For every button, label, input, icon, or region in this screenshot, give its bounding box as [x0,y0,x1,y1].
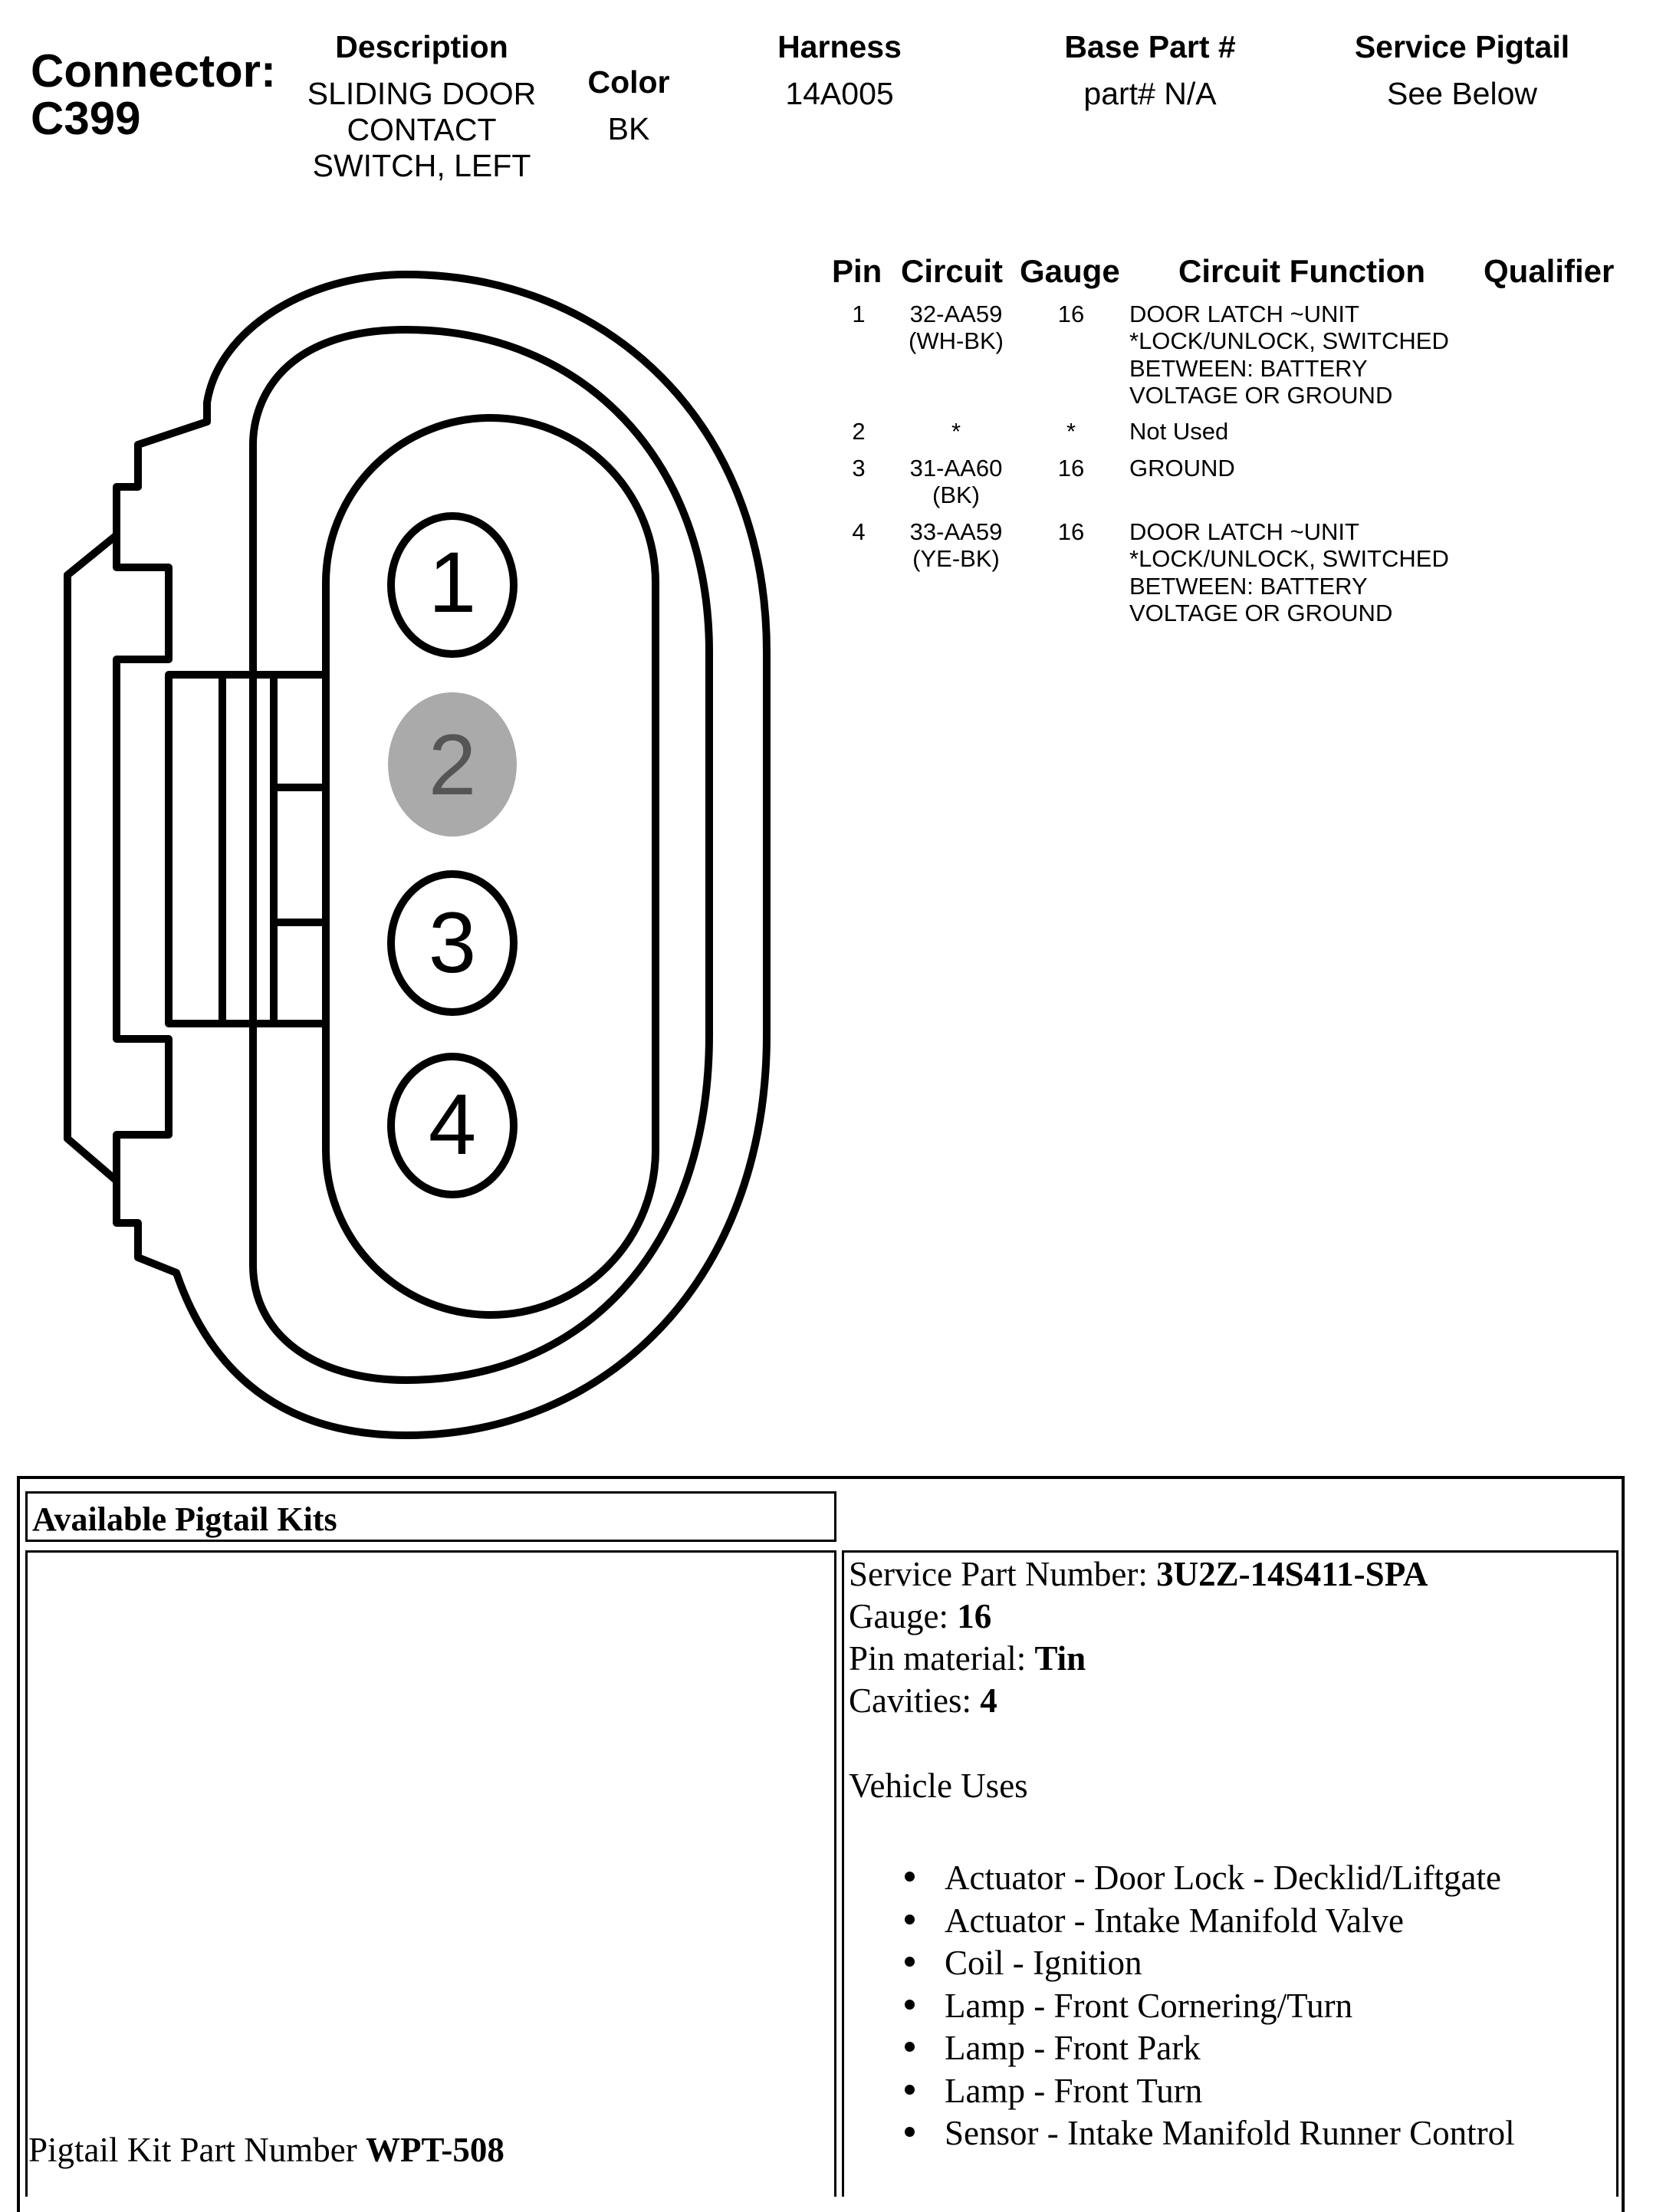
list-item [905,1858,1515,1901]
bullet-icon [905,2000,915,2010]
service-pigtail-label: Service Pigtail [1354,29,1570,64]
pin-material-value: Tin [1034,1639,1086,1678]
service-part-label: Service Part Number: [849,1555,1157,1593]
cavities-value: 4 [980,1681,997,1720]
pin-3-label: 3 [428,895,477,991]
latch-bars [169,675,326,1024]
pin-number: 3 [852,455,866,482]
circuit-line: (YE-BK) [912,545,1000,573]
pin-number: 1 [852,301,866,327]
base-part-value: part# N/A [1083,76,1217,112]
base-part-column [997,29,1303,112]
pin-number: 4 [852,518,866,545]
vehicle-use-text: Actuator - Intake Manifold Valve [945,1901,1404,1940]
gauge-label: Gauge: [849,1597,958,1635]
list-item [905,2028,1515,2071]
qualifier-header: Qualifier [1484,253,1615,289]
function-line: Not Used [1129,418,1229,445]
function-line: BETWEEN: BATTERY [1129,354,1368,382]
list-item [905,2113,1515,2156]
description-column [268,29,575,185]
gauge-header: Gauge [1020,253,1120,289]
pin-4-label: 4 [428,1076,477,1172]
circuit-header: Circuit [901,253,1004,289]
list-item [905,2071,1515,2114]
circuit-line: (BK) [932,482,980,509]
harness-column [725,29,955,112]
function-line: BETWEEN: BATTERY [1129,572,1368,600]
vehicle-use-text: Coil - Ignition [945,1944,1142,1982]
function-line: VOLTAGE OR GROUND [1129,599,1393,626]
circuit-line: 32-AA59 [909,301,1003,327]
pin-1-label: 1 [428,534,477,630]
description-line: SLIDING DOOR [307,76,537,112]
circuit-function-header: Circuit Function [1178,253,1425,289]
color-column [552,64,705,147]
pin-header: Pin [832,253,882,289]
bullet-icon [905,1957,915,1967]
pin-material [849,1639,1086,1678]
pin-material-label: Pin material: [849,1639,1035,1678]
bullet-icon [905,1915,915,1924]
circuit-cell [899,518,1014,573]
latch-notch-outline [117,535,169,1181]
circuit-cell [899,301,1014,355]
pigtail-kit-part-number [28,2130,504,2170]
function-cell [1129,301,1449,409]
available-pigtail-kits-heading: Available Pigtail Kits [25,1491,836,1542]
service-part-value: 3U2Z-14S411-SPA [1156,1555,1428,1593]
connector-label: Connector: [31,45,276,97]
circuit-line: * [951,418,961,445]
circuit-line: 31-AA60 [909,455,1003,482]
color-value: BK [607,111,650,147]
description-line: CONTACT [347,112,497,148]
description-line: SWITCH, LEFT [312,148,531,184]
function-line: DOOR LATCH ~UNIT [1129,518,1359,545]
gauge-cell: 16 [1057,301,1085,327]
service-pigtail-value: See Below [1386,76,1537,112]
circuit-line: 33-AA59 [909,518,1003,545]
bullet-icon [905,2042,915,2052]
gauge-cell: 16 [1057,518,1085,545]
pin-1 [391,516,514,654]
circuit-line: (WH-BK) [909,327,1004,355]
connector-title [31,45,276,145]
cavities [849,1681,997,1720]
harness-value: 14A005 [785,76,894,112]
function-line: *LOCK/UNLOCK, SWITCHED [1129,327,1449,355]
pigtail-image-panel [25,1550,836,2197]
kit-part-label: Pigtail Kit Part Number [28,2131,366,2169]
circuit-cell [899,418,1014,445]
function-line: *LOCK/UNLOCK, SWITCHED [1129,545,1449,573]
service-pigtail-column [1309,29,1615,112]
gauge-cell: * [1066,418,1076,445]
pin-number: 2 [852,418,866,445]
function-cell [1129,418,1228,445]
service-part-number [849,1557,1428,1592]
bullet-icon [905,2127,915,2137]
pin-4 [391,1057,514,1195]
list-item [905,1986,1515,2029]
description-label: Description [335,29,508,64]
pin-2 [388,692,517,836]
connector-id: C399 [31,93,141,145]
harness-label: Harness [777,29,902,64]
function-cell [1129,455,1235,482]
vehicle-use-text: Lamp - Front Park [945,2029,1201,2067]
function-line: GROUND [1129,455,1235,482]
gauge-value: 16 [957,1597,992,1635]
pigtail-gauge [849,1599,991,1634]
list-item [905,1943,1515,1986]
pin-3 [391,874,514,1012]
vehicle-use-text: Lamp - Front Cornering/Turn [945,1986,1353,2025]
function-line: DOOR LATCH ~UNIT [1129,301,1359,327]
kit-part-value: WPT-508 [365,2131,504,2169]
vehicle-uses-list [905,1858,1515,2156]
pin-2-label: 2 [428,717,477,813]
list-item [905,1901,1515,1944]
vehicle-uses-heading: Vehicle Uses [849,1767,1028,1805]
function-line: VOLTAGE OR GROUND [1129,381,1393,409]
bullet-icon [905,2085,915,2095]
bullet-icon [905,1872,915,1882]
gauge-cell: 16 [1057,455,1085,482]
connector-face-diagram [54,268,790,1441]
function-cell [1129,518,1449,626]
base-part-label: Base Part # [1064,29,1236,64]
color-label: Color [587,64,670,100]
vehicle-use-text: Actuator - Door Lock - Decklid/Liftgate [945,1859,1501,1897]
vehicle-use-text: Lamp - Front Turn [945,2071,1203,2110]
vehicle-use-text: Sensor - Intake Manifold Runner Control [945,2114,1515,2152]
circuit-cell [899,455,1014,509]
cavities-label: Cavities: [849,1681,981,1720]
